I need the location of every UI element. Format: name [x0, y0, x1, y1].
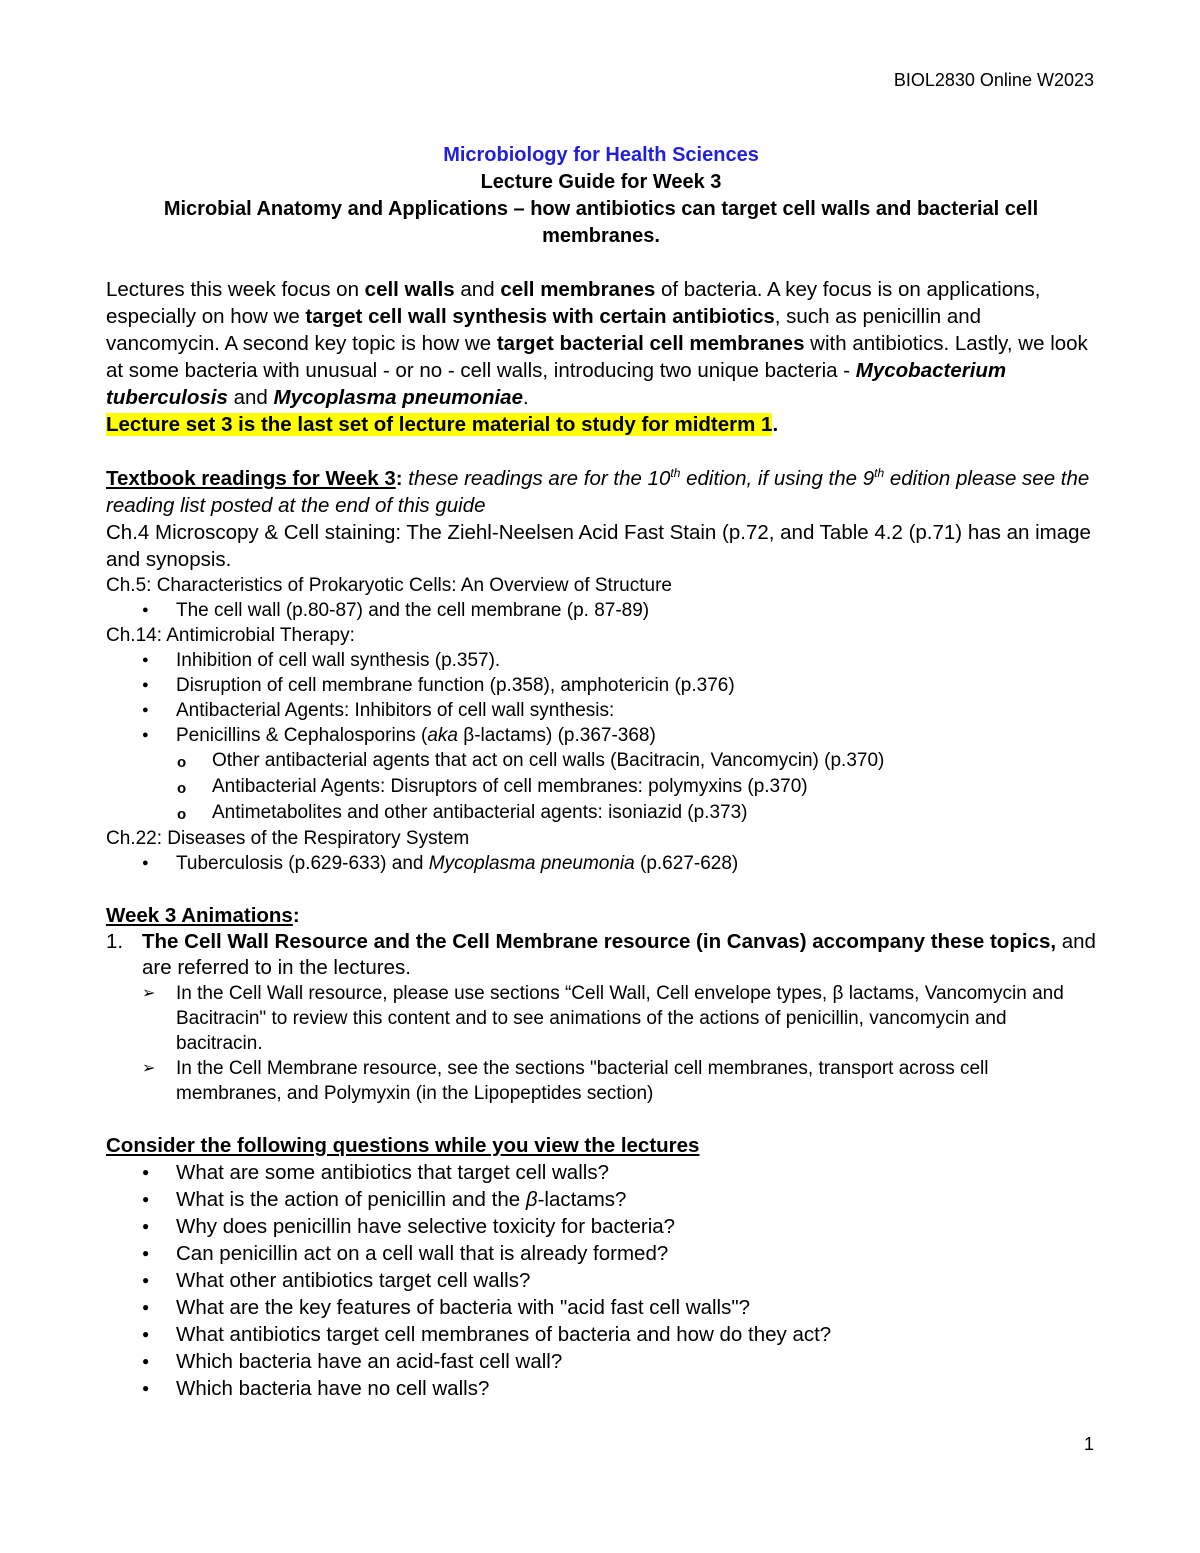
question-item: ● Why does penicillin have selective toxicity for bacteria?	[106, 1213, 1096, 1240]
readings-note: edition, if using the 9	[680, 467, 875, 490]
questions-section	[106, 1132, 1096, 1402]
questions-heading: Consider the following questions while you view the lectures	[106, 1134, 700, 1157]
item-text: and are referred to in the lectures.	[142, 930, 1096, 979]
question-item	[106, 1186, 1096, 1213]
lecture-guide-title: Lecture Guide for Week 3	[480, 171, 722, 193]
superscript: th	[874, 466, 885, 481]
question-text: -lactams?	[537, 1188, 627, 1211]
question-item: ● Which bacteria have an acid-fast cell wall?	[106, 1348, 1096, 1375]
arrow-list-item: ➢ In the Cell Membrane resource, see the sections "bacterial cell membranes, transport across cell membranes, and Polymyxin (in the Lipopeptides section)	[106, 1056, 1096, 1106]
animations-arrow-list	[106, 981, 1096, 1106]
sub-list-item: o Antibacterial Agents: Disruptors of cell membranes: polymyxins (p.370)	[106, 774, 1096, 800]
list-text-italic: Mycoplasma pneumonia	[428, 853, 635, 874]
readings-heading-line	[106, 465, 1096, 519]
question-item: ● Which bacteria have no cell walls?	[106, 1375, 1096, 1402]
intro-bold: cell walls	[364, 278, 455, 301]
midterm-highlight: Lecture set 3 is the last set of lecture material to study for midterm 1	[106, 413, 773, 436]
chapter-22-list	[106, 851, 1096, 876]
list-item	[106, 851, 1096, 876]
superscript: th	[670, 466, 681, 481]
list-item: ● Antibacterial Agents: Inhibitors of cell wall synthesis:	[106, 698, 1096, 723]
arrow-list-item: ➢ In the Cell Wall resource, please use sections “Cell Wall, Cell envelope types, β lactams, Vancomycin and Bacitracin" to review this content and to see animations of the actions of penicillin, vancomycin and bacitracin.	[106, 981, 1096, 1056]
readings-colon: :	[395, 467, 403, 490]
chapter-14-reading: Ch.14: Antimicrobial Therapy:	[106, 625, 355, 646]
item-bold-text: The Cell Wall Resource and the Cell Membrane resource (in Canvas) accompany these topics,	[142, 930, 1057, 953]
animations-heading-line	[106, 902, 1096, 929]
chapter-22-reading: Ch.22: Diseases of the Respiratory System	[106, 828, 470, 849]
page-number: 1	[1083, 1434, 1094, 1454]
animations-heading: Week 3 Animations	[106, 904, 293, 927]
sub-list-item: o Antimetabolites and other antibacterial agents: isoniazid (p.373)	[106, 800, 1096, 826]
course-code-header: BIOL2830 Online W2023	[893, 70, 1094, 90]
list-item	[106, 723, 1096, 748]
list-text-italic: aka	[427, 725, 458, 746]
readings-note: edition please see the reading list posted at the end of this guide	[106, 467, 1090, 517]
intro-bold-italic: Mycoplasma pneumoniae	[273, 386, 523, 409]
document-body	[106, 142, 1096, 1402]
list-item: ● The cell wall (p.80-87) and the cell membrane (p. 87-89)	[106, 598, 1096, 623]
chapter-4-reading: Ch.4 Microscopy & Cell staining: The Ziehl-Neelsen Acid Fast Stain (p.72, and Table 4.2 (p.71) has an image and synopsis.	[106, 521, 1091, 571]
list-text: Tuberculosis (p.629-633) and	[176, 853, 429, 874]
list-text: Penicillins & Cephalosporins (	[176, 725, 428, 746]
numbered-item	[106, 929, 1096, 981]
question-text-italic: β	[525, 1188, 538, 1211]
chapter-5-list	[106, 598, 1096, 623]
intro-text: and	[454, 278, 501, 301]
intro-bold-italic: Mycobacterium tuberculosis	[106, 359, 1007, 409]
question-item: ● What antibiotics target cell membranes of bacteria and how do they act?	[106, 1321, 1096, 1348]
question-item: ● What are some antibiotics that target cell walls?	[106, 1159, 1096, 1186]
item-number: 1.	[106, 930, 124, 953]
animations-colon: :	[292, 904, 300, 927]
intro-text: , such as penicillin and vancomycin. A second key topic is how we	[106, 305, 982, 355]
intro-text: .	[522, 386, 529, 409]
intro-text: with antibiotics. Lastly, we look at some bacteria with unusual - or no - cell walls, introducing two unique bacteria -	[106, 332, 1088, 382]
question-item: ● Can penicillin act on a cell wall that is already formed?	[106, 1240, 1096, 1267]
animations-section	[106, 902, 1096, 1106]
intro-text: and	[227, 386, 274, 409]
readings-heading: Textbook readings for Week 3	[106, 467, 396, 490]
topic-title: Microbial Anatomy and Applications – how antibiotics can target cell walls and bacterial cell membranes.	[163, 198, 1039, 247]
chapter-14-list	[106, 648, 1096, 826]
questions-list	[106, 1159, 1096, 1402]
intro-text: Lectures this week focus on	[106, 278, 365, 301]
list-item: ● Inhibition of cell wall synthesis (p.357).	[106, 648, 1096, 673]
chapter-5-reading: Ch.5: Characteristics of Prokaryotic Cells: An Overview of Structure	[106, 575, 672, 596]
list-text: β-lactams) (p.367-368)	[457, 725, 656, 746]
title-block	[106, 142, 1096, 250]
intro-text: of bacteria. A key focus is on applications, especially on how we	[106, 278, 1041, 328]
highlight-end: .	[772, 413, 779, 436]
list-text: (p.627-628)	[634, 853, 739, 874]
readings-section	[106, 465, 1096, 876]
question-item: ● What other antibiotics target cell walls?	[106, 1267, 1096, 1294]
sub-list-item: o Other antibacterial agents that act on cell walls (Bacitracin, Vancomycin) (p.370)	[106, 748, 1096, 774]
question-text: What is the action of penicillin and the	[176, 1188, 526, 1211]
list-item: ● Disruption of cell membrane function (p.358), amphotericin (p.376)	[106, 673, 1096, 698]
readings-note: these readings are for the 10	[402, 467, 671, 490]
intro-bold: target bacterial cell membranes	[496, 332, 805, 355]
question-item: ● What are the key features of bacteria with "acid fast cell walls"?	[106, 1294, 1096, 1321]
intro-bold: cell membranes	[500, 278, 656, 301]
intro-paragraph	[106, 276, 1096, 438]
intro-bold: target cell wall synthesis with certain antibiotics	[305, 305, 775, 328]
course-title: Microbiology for Health Sciences	[443, 144, 759, 166]
